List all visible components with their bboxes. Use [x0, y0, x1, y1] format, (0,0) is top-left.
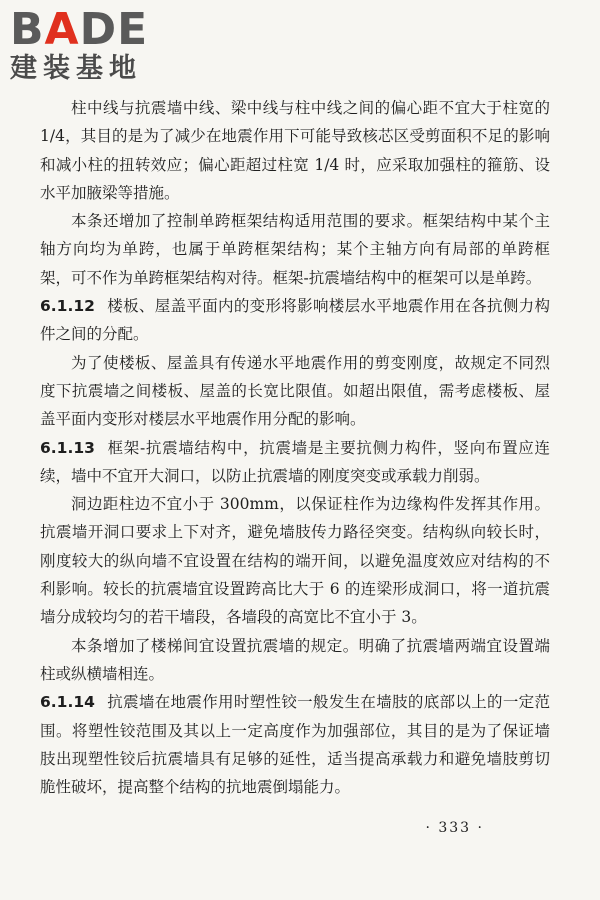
logo: [10, 4, 175, 86]
logo-subtitle: 建装基地: [10, 53, 142, 84]
document-body: [40, 94, 550, 801]
paragraph: 为了使楼板、屋盖具有传递水平地震作用的剪变刚度，故规定不同烈度下抗震墙之间楼板、屋盖的长宽比限值。如超出限值，需考虑楼板、屋盖平面内变形对楼层水平地震作用分配的影响。: [40, 353, 550, 429]
clause-6-1-14: [40, 688, 550, 801]
clause-number: 6.1.13: [40, 438, 95, 457]
paragraph: 柱中线与抗震墙中线、梁中线与柱中线之间的偏心距不宜大于柱宽的 1/4，其目的是为了减少在地震作用下可能导致核芯区受剪面积不足的影响和减小柱的扭转效应；偏心距超过柱宽 1/4 时，应采取加强柱的箍筋、设水平加腋梁等措施。: [40, 99, 550, 202]
logo-accent-letter: A: [44, 4, 80, 55]
clause-number: 6.1.12: [40, 297, 95, 316]
clause-text: 抗震墙在地震作用时塑性铰一般发生在墙肢的底部以上的一定范围。将塑性铰范围及其以上一定高度作为加强部位，其目的是为了保证墙肢出现塑性铰后抗震墙具有足够的延性，适当提高承载力和避免墙肢剪切脆性破坏，提高整个结构的抗地震倒塌能力。: [40, 693, 550, 797]
clause-text: 楼板、屋盖平面内的变形将影响楼层水平地震作用在各抗侧力构件之间的分配。: [40, 297, 550, 344]
clause-text: 框架-抗震墙结构中，抗震墙是主要抗侧力构件，竖向布置应连续，墙中不宜开大洞口，以防止抗震墙的刚度突变或承载力削弱。: [40, 438, 550, 485]
logo-brand: BADE: [10, 4, 149, 55]
paragraph: 洞边距柱边不宜小于 300mm，以保证柱作为边缘构件发挥其作用。抗震墙开洞口要求上下对齐，避免墙肢传力路径突变。结构纵向较长时，刚度较大的纵向墙不宜设置在结构的端开间，以避免温度效应对结构的不利影响。较长的抗震墙宜设置跨高比大于 6 的连梁形成洞口，将一道抗震墙分成较均匀的若干墙段，各墙段的高宽比不宜小于 3。: [40, 495, 550, 627]
paragraph: 本条还增加了控制单跨框架结构适用范围的要求。框架结构中某个主轴方向均为单跨，也属于单跨框架结构；某个主轴方向有局部的单跨框架，可不作为单跨框架结构对待。框架-抗震墙结构中的框架可以是单跨。: [40, 212, 550, 287]
paragraph: 本条增加了楼梯间宜设置抗震墙的规定。明确了抗震墙两端宜设置端柱或纵横墙相连。: [40, 636, 550, 683]
clause-6-1-13: [40, 434, 550, 491]
page-number: · 333 ·: [425, 820, 484, 836]
clause-6-1-12: [40, 292, 550, 349]
clause-number: 6.1.14: [40, 693, 95, 712]
